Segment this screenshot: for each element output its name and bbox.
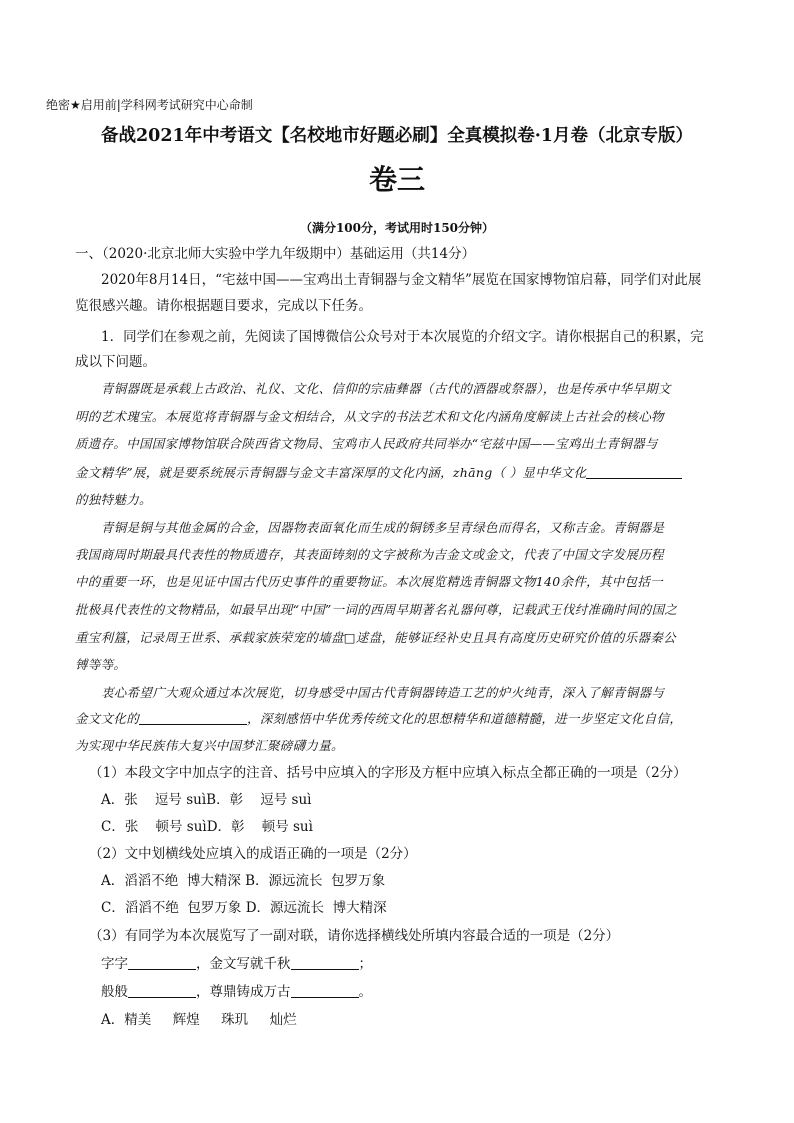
question-1-stem: （1）本段文字中加点字的注音、括号中应填入的字形及方框中应填入标点全都正确的一项是（2分） — [89, 765, 687, 781]
couplet-line-2 — [101, 982, 372, 1002]
couplet-2c: 。 — [358, 984, 372, 1000]
question-3-option-a: A．精美 辉煌 珠玑 灿烂 — [101, 1012, 297, 1028]
passage-p1-line-4-text: 金文精华”展，就是要系统展示青铜器与金文丰富深厚的文化内涵，zhāng（ ）显中华文化 — [75, 465, 587, 480]
couplet-1c: ； — [358, 956, 372, 972]
passage-p2-line-5: 重宝利簋，记录周王世系、承载家族荣宠的墙盘□逑盘，能够证经补史且具有高度历史研究价值的乐器秦公 — [75, 630, 676, 645]
question-2-stem: （2）文中划横线处应填入的成语正确的一项是（2分） — [89, 846, 417, 862]
passage-p2-line-6: 镈等等。 — [75, 657, 127, 672]
passage-p3-line-3: 为实现中华民族伟大复兴中国梦汇聚磅礴力量。 — [75, 738, 344, 753]
answer-blank — [128, 955, 196, 970]
passage-p1-line-4 — [75, 463, 682, 483]
couplet-2a: 般般 — [101, 984, 128, 1000]
score-note: （满分100分，考试用时150分钟） — [299, 221, 495, 235]
question-1-options-cd: C．张 顿号 suìD．彰 顿号 suì — [101, 819, 313, 835]
passage-p1-line-1: 青铜器既是承载上古政治、礼仪、文化、信仰的宗庙彝器（古代的酒器或祭器），也是传承中华早期文 — [101, 381, 671, 396]
question-3-stem: （3）有同学为本次展览写了一副对联，请你选择横线处所填内容最合适的一项是（2分） — [89, 928, 620, 944]
passage-p2-line-2: 我国商周时期最具代表性的物质遗存，其表面铸刻的文字被称为吉金文或金文，代表了中国文字发展历程 — [75, 547, 664, 562]
section-heading: 一、（2020·北京北师大实验中学九年级期中）基础运用（共14分） — [75, 246, 476, 262]
passage-p3-line-2b: ，深刻感悟中华优秀传统文化的思想精华和道德精髓，进一步坚定文化自信， — [247, 711, 683, 726]
passage-p1-line-2: 明的艺术瑰宝。本展览将青铜器与金文相结合，从文字的书法艺术和文化内涵角度解读上古社会的核心物 — [75, 409, 664, 424]
couplet-1a: 字字 — [101, 956, 128, 972]
task1-line-1: 1．同学们在参观之前，先阅读了国博微信公众号对于本次展览的介绍文字。请你根据自己的积累，完 — [101, 329, 704, 345]
answer-blank — [139, 710, 247, 725]
couplet-line-1 — [101, 954, 372, 974]
page-title: 备战2021年中考语文【名校地市好题必刷】全真模拟卷·1月卷（北京专版） — [101, 126, 693, 146]
couplet-1b: ，金文写就千秋 — [196, 956, 291, 972]
answer-blank — [586, 464, 682, 479]
passage-p2-line-4: 批极具代表性的文物精品，如最早出现“中国”一词的西周早期著名礼器何尊，记载武王伐纣准确时间的国之 — [75, 602, 678, 617]
top-note: 绝密★启用前|学科网考试研究中心命制 — [46, 98, 253, 112]
question-2-options-ab: A．滔滔不绝 博大精深 B．源远流长 包罗万象 — [101, 873, 386, 889]
intro-line-2: 览很感兴趣。请你根据题目要求，完成以下任务。 — [75, 298, 372, 314]
passage-p1-line-3: 质遗存。中国国家博物馆联合陕西省文物局、宝鸡市人民政府共同举办“宅兹中国——宝鸡出土青铜器与 — [75, 436, 658, 451]
answer-blank — [291, 955, 359, 970]
passage-p1-line-5: 的独特魅力。 — [75, 492, 152, 507]
answer-blank — [291, 983, 359, 998]
question-2-options-cd: C．滔滔不绝 包罗万象 D．源远流长 博大精深 — [101, 900, 387, 916]
passage-p3-line-2a: 金文文化的 — [75, 711, 140, 726]
passage-p2-line-3: 中的重要一环，也是见证中国古代历史事件的重要物证。本次展览精选青铜器文物140余件，其中包括一 — [75, 574, 663, 589]
couplet-2b: ，尊鼎铸成万古 — [196, 984, 291, 1000]
passage-p2-line-1: 青铜是铜与其他金属的合金，因器物表面氧化而生成的铜锈多呈青绿色而得名，又称吉金。青铜器是 — [101, 520, 665, 535]
passage-p3-line-1: 衷心希望广大观众通过本次展览，切身感受中国古代青铜器铸造工艺的炉火纯青，深入了解青铜器与 — [101, 685, 665, 700]
passage-p3-line-2 — [75, 709, 682, 729]
task1-line-2: 成以下问题。 — [75, 354, 156, 370]
intro-line-1: 2020年8月14日，“宅兹中国——宝鸡出土青铜器与金文精华”展览在国家博物馆启幕，同学们对此展 — [101, 272, 702, 288]
question-1-options-ab: A．张 逗号 suìB．彰 逗号 suì — [101, 792, 312, 808]
page-subtitle: 卷三 — [368, 163, 425, 196]
answer-blank — [128, 983, 196, 998]
